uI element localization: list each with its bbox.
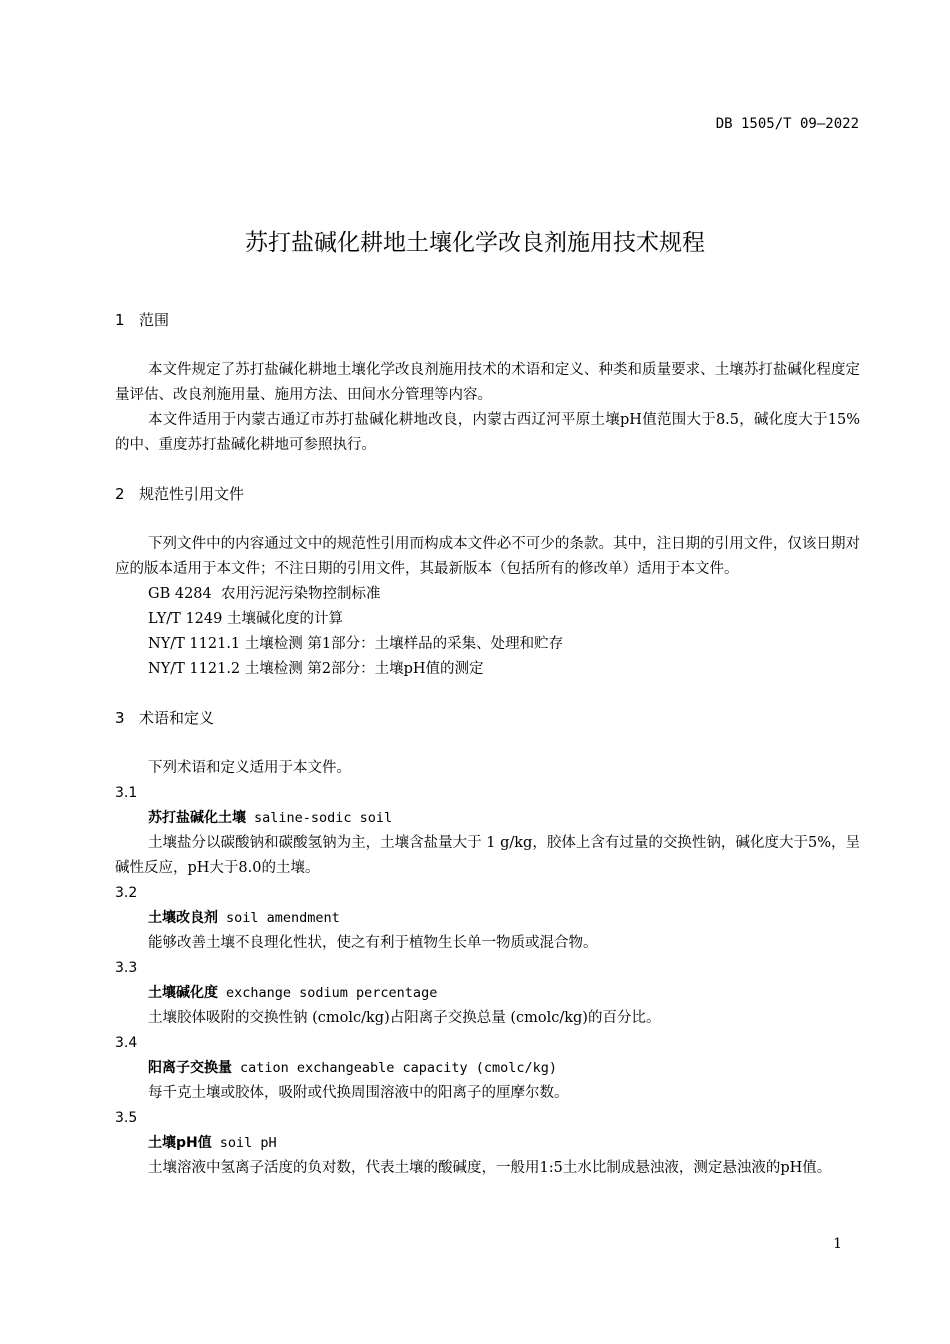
paragraph: 下列文件中的内容通过文中的规范性引用而构成本文件必不可少的条款。其中，注日期的引用文件，仅该日期对应的版本适用于本文件；不注日期的引用文件，其最新版本（包括所有的修改单）适用于本文件。 xyxy=(115,536,860,577)
term-en: cation exchangeable capacity (cmolc/kg) xyxy=(240,1060,557,1076)
term-number: 3.2 xyxy=(115,885,138,901)
term-entry xyxy=(115,906,860,931)
reference-item: NY/T 1121.1 土壤检测 第1部分：土壤样品的采集、处理和贮存 xyxy=(148,636,564,652)
term-definition: 能够改善土壤不良理化性状，使之有利于植物生长单一物质或混合物。 xyxy=(148,935,598,951)
term-en: soil pH xyxy=(219,1135,277,1151)
term-definition: 土壤胶体吸附的交换性钠 (cmolc/kg)占阳离子交换总量 (cmolc/kg)的百分比。 xyxy=(148,1010,661,1026)
reference-item: NY/T 1121.2 土壤检测 第2部分：土壤pH值的测定 xyxy=(148,661,484,677)
term-zh: 土壤碱化度 xyxy=(148,985,218,1001)
term-number: 3.3 xyxy=(115,960,138,976)
term-entry xyxy=(115,1131,860,1156)
paragraph: 下列术语和定义适用于本文件。 xyxy=(148,760,351,776)
paragraph: 本文件适用于内蒙古通辽市苏打盐碱化耕地改良，内蒙古西辽河平原土壤pH值范围大于8.5，碱化度大于15%的中、重度苏打盐碱化耕地可参照执行。 xyxy=(115,412,860,453)
document-title: 苏打盐碱化耕地土壤化学改良剂施用技术规程 xyxy=(245,230,705,256)
term-entry xyxy=(115,806,860,831)
term-number: 3.1 xyxy=(115,785,138,801)
section-heading-terms-and-definitions xyxy=(115,706,860,730)
term-zh: 土壤pH值 xyxy=(148,1135,212,1151)
term-en: saline-sodic soil xyxy=(254,810,393,826)
page-number: 1 xyxy=(833,1236,842,1252)
term-zh: 土壤改良剂 xyxy=(148,910,218,926)
term-definition: 土壤盐分以碳酸钠和碳酸氢钠为主，土壤含盐量大于 1 g/kg，胶体上含有过量的交换性钠，碱化度大于5%，呈碱性反应，pH大于8.0的土壤。 xyxy=(115,835,860,876)
term-zh: 苏打盐碱化土壤 xyxy=(148,810,246,826)
term-number: 3.4 xyxy=(115,1035,138,1051)
section-number: 1 xyxy=(115,311,125,329)
document-body xyxy=(115,308,860,1181)
term-en: soil amendment xyxy=(226,910,340,926)
section-heading-scope xyxy=(115,308,860,332)
reference-item: GB 4284 农用污泥污染物控制标准 xyxy=(148,586,381,602)
term-en: exchange sodium percentage xyxy=(226,985,438,1001)
section-title: 规范性引用文件 xyxy=(139,485,245,503)
section-heading-normative-references xyxy=(115,482,860,506)
term-entry xyxy=(115,1056,860,1081)
standard-code: DB 1505/T 09—2022 xyxy=(715,116,859,132)
section-number: 2 xyxy=(115,485,125,503)
term-zh: 阳离子交换量 xyxy=(148,1060,232,1076)
term-number: 3.5 xyxy=(115,1110,138,1126)
reference-item: LY/T 1249 土壤碱化度的计算 xyxy=(148,611,343,627)
paragraph: 本文件规定了苏打盐碱化耕地土壤化学改良剂施用技术的术语和定义、种类和质量要求、土壤苏打盐碱化程度定量评估、改良剂施用量、施用方法、田间水分管理等内容。 xyxy=(115,362,860,403)
term-definition: 每千克土壤或胶体，吸附或代换周围溶液中的阳离子的厘摩尔数。 xyxy=(148,1085,569,1101)
section-number: 3 xyxy=(115,709,125,727)
term-definition: 土壤溶液中氢离子活度的负对数，代表土壤的酸碱度，一般用1:5土水比制成悬浊液，测定悬浊液的pH值。 xyxy=(148,1160,832,1176)
section-title: 术语和定义 xyxy=(139,709,215,727)
section-title: 范围 xyxy=(139,311,170,329)
term-entry xyxy=(115,981,860,1006)
